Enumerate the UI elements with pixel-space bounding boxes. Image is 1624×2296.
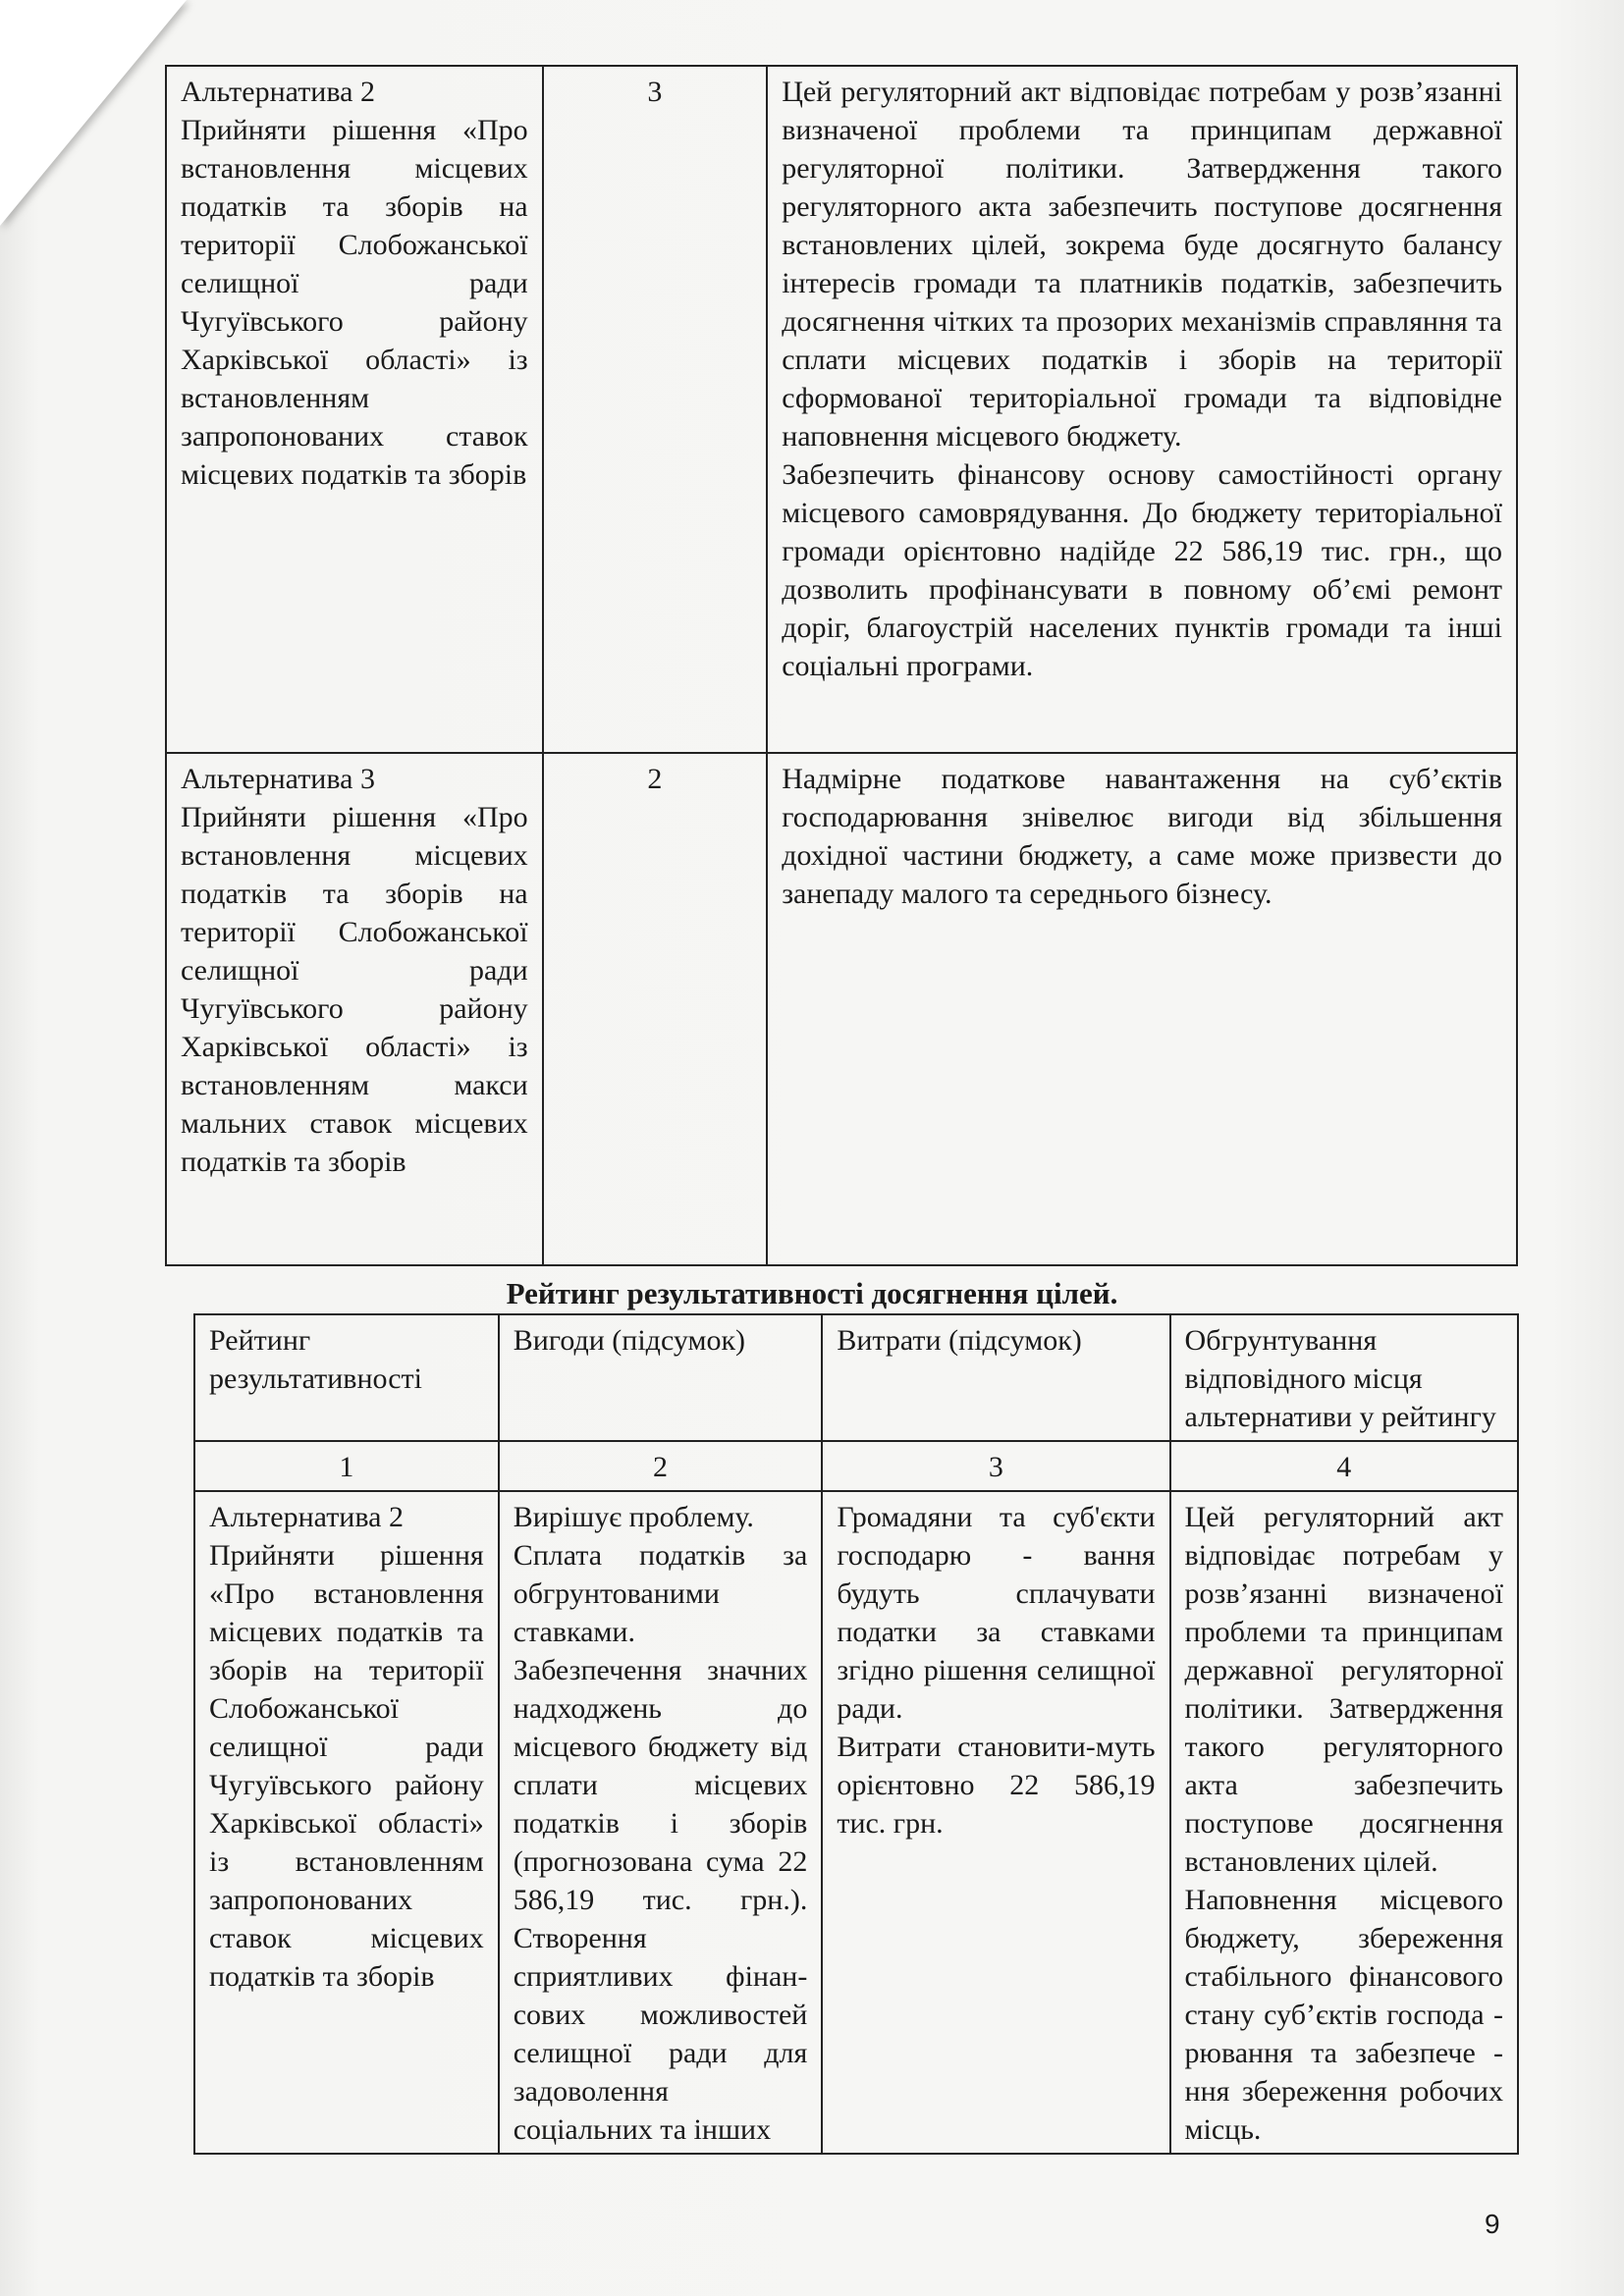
comment-cell: Надмірне податкове навантаження на суб’єктів господарювання знівелює вигоди від збільшення дохідної частини бюджету, а саме може призвести до занепаду малого та середнього бізнесу. — [782, 763, 1502, 910]
comment-cell: Цей регуляторний акт відповідає потребам у розв’язанні визначеної проблеми та принципам державної регуляторної політики. Затвердження такого регуляторного акта забезпечить поступове досягнення встановлених цілей, зокрема буде досягнуто балансу інтересів громади та платників податків, забезпечить досягнення чітких та прозорих механізмів справляння та сплати місцевих податків і зборів на території сформованої територіальної громади та відповідне наповнення місцевого бюджету. Забезпечить фінансову основу самостійності органу місцевого самоврядування. До бюджету територіальної громади орієнтовно надійде 22 586,19 тис. грн., що дозволить профінансувати в повному об’ємі ремонт доріг, благоустрій населених пунктів громади та інші соціальні програми. — [782, 76, 1502, 682]
column-header: Вигоди (підсумок) — [513, 1324, 746, 1357]
page-number: 9 — [1485, 2209, 1500, 2239]
table-row — [166, 66, 1517, 753]
alternative-cell: Альтернатива 2 Прийняти рішення «Про встановлення місцевих податків та зборів на території Слобожанської селищної ради Чугуївського району Харківської області» із встановленням запропонованих ставок місцевих податків та зборів — [209, 1501, 484, 1993]
score-cell: 2 — [647, 763, 663, 795]
folded-corner — [0, 0, 187, 226]
rating-table — [193, 1313, 1519, 2155]
table-row — [166, 753, 1517, 1265]
alternative-cell: Альтернатива 2 Прийняти рішення «Про встановлення місцевих податків та зборів на території Слобожанської селищної ради Чугуївського району Харківської області» із встановленням запропонованих ставок місцевих податків та зборів — [181, 76, 528, 491]
table-header-row — [194, 1314, 1518, 1441]
column-number-row — [194, 1441, 1518, 1491]
alternative-cell: Альтернатива 3 Прийняти рішення «Про встановлення місцевих податків та зборів на території Слобожанської селищної ради Чугуївського району Харківської області» із встановленням макси мальних ставок місцевих податків та зборів — [181, 763, 528, 1178]
justification-cell: Цей регуляторний акт відповідає потребам у розв’язанні визначеної проблеми та принципам державної регуляторної політики. Затвердження такого регуляторного акта забезпечить поступове досягнення встановлених цілей. Наповнення місцевого бюджету, збереження стабільного фінансового стану суб’єктів господа - рювання та забезпече - ння збереження робочих місць. — [1184, 1501, 1503, 2146]
score-cell: 3 — [647, 76, 663, 108]
column-number: 1 — [339, 1451, 354, 1483]
section-heading: Рейтинг результативності досягнення цілей. — [506, 1276, 1118, 1310]
column-header: Витрати (підсумок) — [837, 1324, 1082, 1357]
column-header: Рейтинг результативності — [209, 1324, 423, 1395]
alternatives-assessment-table — [165, 65, 1518, 1266]
column-number: 4 — [1336, 1451, 1352, 1483]
column-number: 3 — [988, 1451, 1003, 1483]
column-number: 2 — [653, 1451, 669, 1483]
column-header: Обгрунтування відповідного місця альтернативи у рейтингу — [1184, 1324, 1496, 1433]
table-row — [194, 1491, 1518, 2154]
benefits-cell: Вирішує проблему. Сплата податків за обгрунтованими ставками. Забезпечення значних надходжень до місцевого бюджету від сплати місцевих податків і зборів (прогнозована сума 22 586,19 тис. грн.). Створення сприятливих фінан-сових можливостей селищної ради для задоволення соціальних та інших — [513, 1501, 808, 2146]
costs-cell: Громадяни та суб'єкти господарю - вання будуть сплачувати податки за ставками згідно рішення селищної ради. Витрати становити-муть орієнтовно 22 586,19 тис. грн. — [837, 1501, 1156, 1840]
